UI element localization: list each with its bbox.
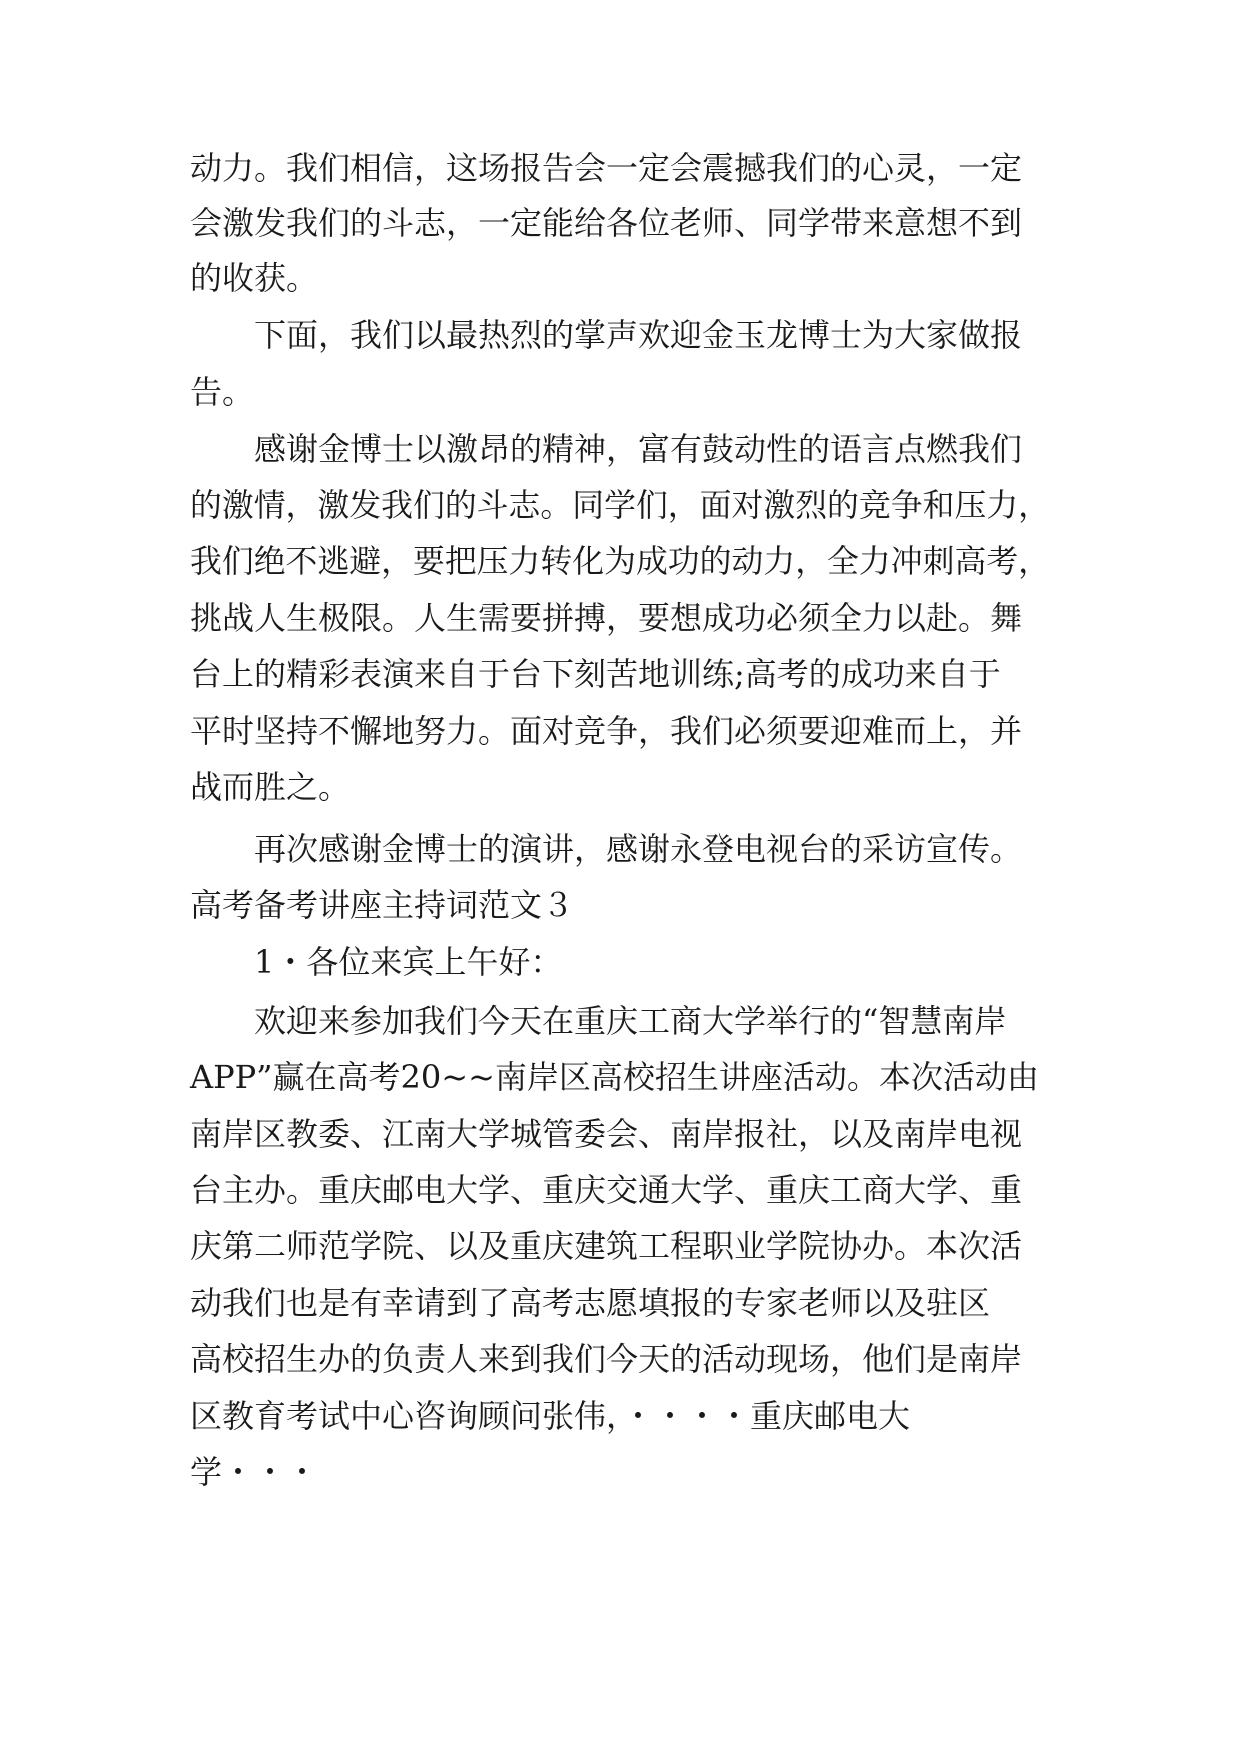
- text-line: 动力。我们相信，这场报告会一定会震撼我们的心灵，一定: [190, 149, 1023, 187]
- text-line: 告。: [190, 373, 255, 411]
- text-line: 挑战人生极限。人生需要拼搏，要想成功必须全力以赴。舞: [190, 599, 1023, 637]
- text-line: 欢迎来参加我们今天在重庆工商大学举行的“智慧南岸: [254, 1002, 1007, 1040]
- text-line: 南岸区教委、江南大学城管委会、南岸报社，以及南岸电视: [190, 1115, 1023, 1153]
- text-line: 动我们也是有幸请到了高考志愿填报的专家老师以及驻区: [190, 1284, 991, 1322]
- text-line: 台主办。重庆邮电大学、重庆交通大学、重庆工商大学、重: [190, 1171, 1023, 1209]
- text-line: 我们绝不逃避，要把压力转化为成功的动力，全力冲刺高考，: [190, 542, 1051, 580]
- text-line: 1・各位来宾上午好：: [254, 943, 563, 981]
- text-line: 庆第二师范学院、以及重庆建筑工程职业学院协办。本次活: [190, 1227, 1023, 1265]
- section-heading: 高考备考讲座主持词范文３: [190, 886, 575, 924]
- text-line: 下面，我们以最热烈的掌声欢迎金玉龙博士为大家做报: [254, 316, 1023, 354]
- text-line: 台上的精彩表演来自于台下刻苦地训练;高考的成功来自于: [190, 655, 1001, 693]
- text-line: APP”赢在高考20~~南岸区高校招生讲座活动。本次活动由: [190, 1058, 1039, 1096]
- text-line: 的激情，激发我们的斗志。同学们，面对激烈的竞争和压力，: [190, 486, 1051, 524]
- text-line: 区教育考试中心咨询顾问张伟，・・・・重庆邮电大: [190, 1397, 911, 1435]
- text-line: 高校招生办的负责人来到我们今天的活动现场，他们是南岸: [190, 1340, 1023, 1378]
- text-line: 感谢金博士以激昂的精神，富有鼓动性的语言点燃我们: [254, 430, 1023, 468]
- text-line: 战而胜之。: [190, 768, 351, 806]
- text-line: 会激发我们的斗志，一定能给各位老师、同学带来意想不到: [190, 204, 1023, 242]
- text-line: 平时坚持不懈地努力。面对竞争，我们必须要迎难而上，并: [190, 712, 1023, 750]
- text-line: 学・・・: [190, 1453, 319, 1491]
- text-line: 的收获。: [190, 259, 319, 297]
- text-line: 再次感谢金博士的演讲，感谢永登电视台的采访宣传。: [254, 830, 1023, 868]
